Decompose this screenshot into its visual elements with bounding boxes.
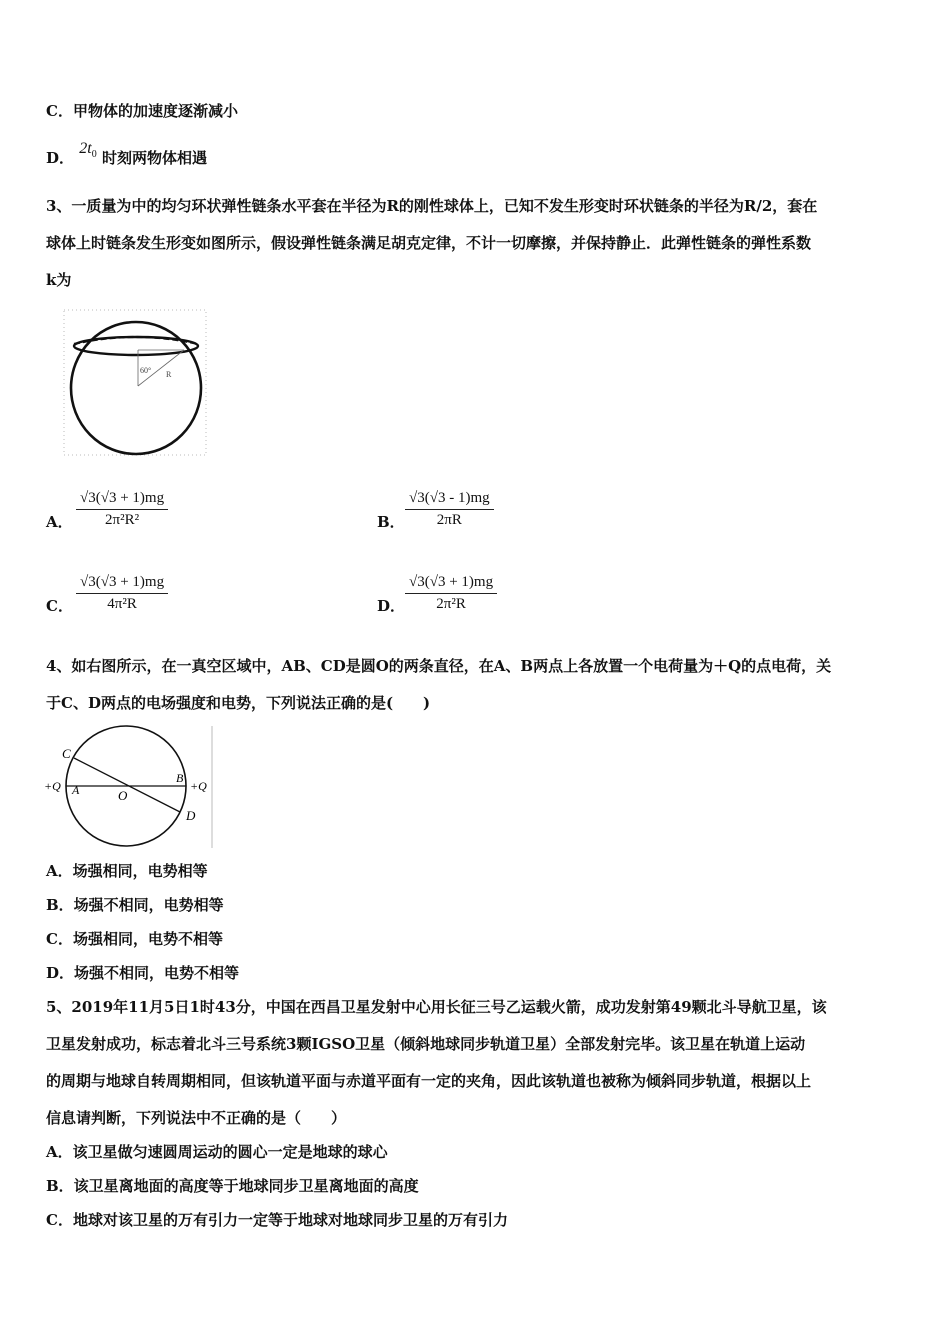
q5-option-b: B．该卫星离地面的高度等于地球同步卫星离地面的高度 bbox=[46, 1177, 419, 1195]
q2-option-d-text: 时刻两物体相遇 bbox=[101, 149, 207, 167]
q3-radius-label: R bbox=[166, 370, 172, 379]
q3-option-b-numerator: √3(√3 - 1)mg bbox=[405, 490, 494, 510]
q2-option-d-label: D． bbox=[46, 149, 75, 167]
q4-option-b: B．场强不相同，电势相等 bbox=[46, 896, 224, 914]
q5-stem-line2: 卫星发射成功，标志着北斗三号系统3颗IGSO卫星（倾斜地球同步轨道卫星）全部发射完毕。该卫星在轨道上运动 bbox=[46, 1035, 806, 1053]
q3-option-c-denominator: 4π²R bbox=[107, 596, 137, 612]
q4-label-b: B bbox=[176, 771, 184, 785]
q3-option-b-denominator: 2πR bbox=[436, 512, 462, 528]
q3-option-c-label: C． bbox=[46, 597, 73, 615]
q2-option-d-math bbox=[79, 140, 97, 161]
q5-stem-line3: 的周期与地球自转周期相同，但该轨道平面与赤道平面有一定的夹角，因此该轨道也被称为倾斜同步轨道，根据以上 bbox=[46, 1072, 812, 1090]
q2-option-d-math-main: 2t bbox=[79, 140, 92, 157]
q4-stem-line2: 于C、D两点的电场强度和电势，下列说法正确的是( ) bbox=[46, 694, 431, 712]
q4-option-a: A．场强相同，电势相等 bbox=[46, 862, 208, 880]
q4-stem-line1: 4、如右图所示，在一真空区域中，AB、CD是圆O的两条直径，在A、B两点上各放置一个电荷量为＋Q的点电荷，关 bbox=[46, 657, 832, 675]
q5-option-a: A．该卫星做匀速圆周运动的圆心一定是地球的球心 bbox=[46, 1143, 388, 1161]
q4-circle-figure bbox=[40, 722, 220, 852]
q3-option-d-fraction bbox=[405, 574, 497, 613]
q4-label-a: A bbox=[72, 783, 80, 797]
q3-option-a-label: A． bbox=[46, 513, 73, 531]
q3-option-d-numerator: √3(√3 + 1)mg bbox=[405, 574, 497, 594]
q3-option-b-label: B． bbox=[377, 513, 405, 531]
q3-option-a-denominator: 2π²R² bbox=[105, 512, 140, 528]
q5-stem-line1: 5、2019年11月5日1时43分，中国在西昌卫星发射中心用长征三号乙运载火箭，成功发射第49颗北斗导航卫星，该 bbox=[46, 998, 827, 1016]
q5-option-c: C．地球对该卫星的万有引力一定等于地球对地球同步卫星的万有引力 bbox=[46, 1211, 508, 1229]
q3-sphere-figure bbox=[60, 300, 210, 460]
q4-label-d: D bbox=[186, 808, 196, 823]
q2-option-d-math-sub: 0 bbox=[91, 149, 97, 161]
q2-option-d bbox=[46, 140, 207, 175]
q3-option-c-numerator: √3(√3 + 1)mg bbox=[76, 574, 168, 594]
q3-stem-line2: 球体上时链条发生形变如图所示，假设弹性链条满足胡克定律，不计一切摩擦，并保持静止．此弹性链条的弹性系数 bbox=[46, 234, 812, 252]
q2-option-c: C．甲物体的加速度逐渐减小 bbox=[46, 102, 238, 120]
q3-option-d-label: D． bbox=[377, 597, 406, 615]
q5-stem-line4: 信息请判断，下列说法中不正确的是（ ） bbox=[46, 1109, 347, 1127]
q4-diameter-cd bbox=[74, 758, 180, 812]
q3-option-d-denominator: 2π²R bbox=[436, 596, 466, 612]
q4-left-charge: +Q bbox=[44, 779, 61, 793]
q4-option-d: D．场强不相同，电势不相等 bbox=[46, 964, 240, 982]
q3-option-a-numerator: √3(√3 + 1)mg bbox=[76, 490, 168, 510]
q3-option-b-fraction bbox=[405, 490, 494, 529]
q4-right-charge: +Q bbox=[190, 779, 207, 793]
q4-label-c: C bbox=[62, 746, 71, 761]
q4-option-c: C．场强相同，电势不相等 bbox=[46, 930, 223, 948]
q3-option-c-fraction bbox=[76, 574, 168, 613]
q4-label-o: O bbox=[118, 788, 128, 803]
q3-stem-line1: 3、一质量为中的均匀环状弹性链条水平套在半径为R的刚性球体上，已知不发生形变时环状链条的半径为R/2，套在 bbox=[46, 197, 818, 215]
q3-stem-line3: k为 bbox=[46, 271, 72, 289]
q3-option-a-fraction bbox=[76, 490, 168, 529]
q3-angle-label: 60° bbox=[140, 366, 152, 375]
